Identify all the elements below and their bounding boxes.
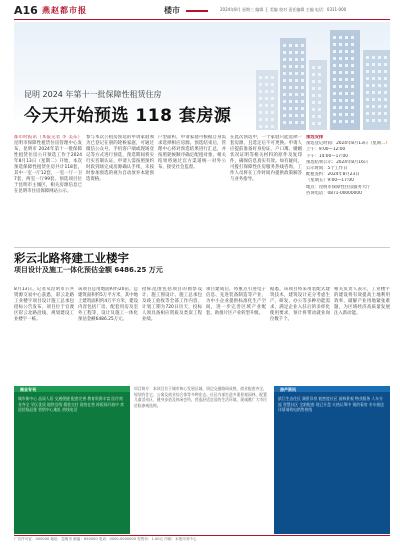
schedule-sidebar [306, 135, 390, 245]
building-window [333, 36, 336, 39]
footer-rule [14, 535, 390, 536]
building-window [318, 94, 321, 97]
building-window [339, 64, 342, 67]
lead-text: 昆明市保障性租赁住房管理中心发布，昆明市 2024年第十一批保障性租赁住房公开预选工作于2024年8月13日（星期二）开始，本次预选保障性租赁住房共计118套，其中一室一厅12套，一室一厅一卫7套，两室一厅99套。预选项目位于昆明市主城区，相关房源信息已在昆明市住房保障网站公示。 [14, 141, 82, 194]
building-window [301, 86, 304, 89]
building-window [333, 113, 336, 116]
building-illustration [256, 70, 278, 130]
article2-column-2: 该项目总用地面积约20亩，总建筑面积约5万平方米，其中地上建筑面积约4万平方米，建设内容包括厂房、配套用房及室外工程等，设计及施工一体化预估金额6486.25万元。 [78, 287, 138, 322]
building-window [301, 114, 304, 117]
building-window [333, 50, 336, 53]
building-window [283, 121, 286, 124]
building-window [345, 85, 348, 88]
building-window [318, 87, 321, 90]
building-window [283, 58, 286, 61]
building-window [384, 56, 387, 59]
building-window [339, 120, 342, 123]
building-window [271, 111, 274, 114]
lead-reporter: 都市时报讯（本报记者 李 美东） [14, 135, 82, 140]
building-window [366, 98, 369, 101]
schedule-row: 咨询电话：0871-00000000 [306, 190, 362, 196]
building-window [333, 106, 336, 109]
building-window [289, 121, 292, 124]
building-window [312, 80, 315, 83]
article2-column-4: 项目建成后，将重点引进电子信息、先进装备制造等产业，为中小企业提供标准化生产空间，进一步完善区域产业配套，助推片区产业转型升级。 [206, 287, 266, 316]
building-window [265, 97, 268, 100]
schedule-row: 地点：昆明市保障性住房服务大厅 [306, 184, 371, 190]
building-window [378, 70, 381, 73]
schedule-row: 预选结果公示：2024年8月16日 [306, 159, 369, 165]
building-window [366, 91, 369, 94]
building-window [295, 58, 298, 61]
building-window [301, 51, 304, 54]
masthead-logo: 燕赵都市报 [42, 6, 87, 15]
building-window [378, 98, 381, 101]
ad-text-left: 城市新中心 品质人居 交通便捷 配套完善 教育资源丰富 医疗商业齐全 学区优质 地铁沿线 精装交付 现房在售 样板间开放中 欢迎莅临品鉴 营销中心地址 热线电话 [18, 396, 124, 412]
building-window [312, 108, 315, 111]
building-window [283, 72, 286, 75]
building-window [333, 85, 336, 88]
building-window [265, 83, 268, 86]
lead-column-1 [14, 135, 82, 245]
building-window [351, 71, 354, 74]
building-window [333, 57, 336, 60]
building-window [295, 65, 298, 68]
building-window [271, 104, 274, 107]
building-window [378, 84, 381, 87]
building-window [295, 114, 298, 117]
building-window [283, 79, 286, 82]
building-window [265, 76, 268, 79]
building-window [372, 63, 375, 66]
building-window [259, 90, 262, 93]
building-window [283, 44, 286, 47]
building-window [372, 84, 375, 87]
article2-column-1: 8月13日，记者从昆明市公共资源交易中心获悉，彩云北路工业楼宇项目设计施工总承包招标公告发布，项目位于官渡区彩云北路沿线，规划建设工业楼宇一栋。 [14, 287, 74, 322]
lead-kicker: 昆明 2024 年第十一批保障性租赁住房 [24, 90, 162, 99]
building-window [259, 118, 262, 121]
building-window [345, 50, 348, 53]
building-window [339, 57, 342, 60]
building-window [333, 92, 336, 95]
building-window [345, 78, 348, 81]
building-window [283, 114, 286, 117]
building-window [295, 79, 298, 82]
building-window [351, 113, 354, 116]
building-window [366, 119, 369, 122]
building-window [345, 113, 348, 116]
building-window [312, 94, 315, 97]
building-window [378, 77, 381, 80]
building-window [372, 70, 375, 73]
schedule-row: 上午：9:00—12:00 [306, 147, 346, 153]
building-window [351, 57, 354, 60]
building-window [351, 99, 354, 102]
building-window [289, 51, 292, 54]
building-window [289, 79, 292, 82]
ad-tag-right: 房产资讯 [280, 387, 296, 392]
building-window [372, 91, 375, 94]
building-window [384, 70, 387, 73]
lead-hero-image [14, 22, 390, 130]
building-window [289, 100, 292, 103]
building-window [378, 105, 381, 108]
article2-column-6: 相关负责人表示，工业楼宇的建设将有效提高土地利用效率，破解产业用地紧张难题，为区域经济高质量发展注入新动能。 [334, 287, 390, 316]
building-window [384, 119, 387, 122]
building-window [351, 85, 354, 88]
building-window [259, 83, 262, 86]
building-window [271, 118, 274, 121]
building-window [259, 111, 262, 114]
building-window [301, 107, 304, 110]
article2-subheadline: 项目设计及施工一体化预估金额 6486.25 万元 [14, 266, 163, 274]
building-window [339, 99, 342, 102]
building-window [283, 107, 286, 110]
building-window [283, 100, 286, 103]
building-window [289, 65, 292, 68]
ad-block-right [274, 386, 390, 534]
building-window [301, 72, 304, 75]
building-window [351, 64, 354, 67]
building-window [318, 80, 321, 83]
building-window [384, 77, 387, 80]
building-window [295, 72, 298, 75]
building-window [339, 113, 342, 116]
building-window [301, 100, 304, 103]
building-window [372, 56, 375, 59]
ad-block-left [14, 386, 130, 534]
building-window [289, 86, 292, 89]
building-window [295, 51, 298, 54]
building-window [378, 119, 381, 122]
building-window [265, 118, 268, 121]
building-window [301, 121, 304, 124]
building-window [301, 44, 304, 47]
building-window [345, 92, 348, 95]
schedule-heading: 预选安排 [306, 135, 324, 140]
building-window [289, 44, 292, 47]
building-window [289, 58, 292, 61]
building-window [312, 73, 315, 76]
building-window [345, 106, 348, 109]
article2-column-5: 据悉，该项目将采用装配式建筑技术，建筑设计充分考虑生产、研发、办公等多种功能需求，满足企业入驻后的多样化使用要求，预计将带动就业岗位数千个。 [270, 287, 330, 322]
building-window [271, 90, 274, 93]
building-window [289, 93, 292, 96]
building-window [265, 104, 268, 107]
building-window [366, 105, 369, 108]
building-window [259, 125, 262, 128]
building-window [333, 43, 336, 46]
building-window [378, 112, 381, 115]
building-window [312, 115, 315, 118]
building-window [366, 84, 369, 87]
building-illustration [363, 50, 390, 130]
building-window [289, 107, 292, 110]
ad-tag-left: 商业专刊 [20, 387, 36, 392]
building-window [339, 85, 342, 88]
building-window [295, 107, 298, 110]
building-window [295, 93, 298, 96]
schedule-row: 下午：14:00—17:00 [306, 153, 348, 159]
schedule-row: 公示时间：5个工作日 [306, 166, 348, 172]
building-window [366, 112, 369, 115]
building-window [271, 76, 274, 79]
building-window [312, 66, 315, 69]
building-window [351, 78, 354, 81]
building-window [295, 86, 298, 89]
building-window [345, 64, 348, 67]
building-window [301, 65, 304, 68]
building-window [271, 125, 274, 128]
building-window [259, 97, 262, 100]
schedule-row: 预选登记时间：2024年8月13日（星期二） [306, 141, 390, 147]
building-window [301, 58, 304, 61]
building-window [318, 108, 321, 111]
building-window [318, 66, 321, 69]
building-illustration [330, 30, 360, 130]
building-window [345, 43, 348, 46]
building-window [339, 78, 342, 81]
building-window [318, 115, 321, 118]
building-window [384, 63, 387, 66]
building-window [283, 93, 286, 96]
building-window [295, 121, 298, 124]
building-window [339, 43, 342, 46]
building-window [384, 91, 387, 94]
lead-column-3: 户型面积，申请家庭可根据自身需求选择相应房源。预选结束后，管理中心将对预选结果进行汇总，并按照轮候顺序确定配租对象，相关结果将通过官方渠道统一对外公布，接受社会监督。 [158, 135, 226, 170]
building-window [351, 120, 354, 123]
building-window [345, 36, 348, 39]
building-window [372, 112, 375, 115]
building-window [271, 97, 274, 100]
page-number: A16 [14, 4, 38, 17]
ad-text-right: 滨江生态住区 湖景洋房 低密度社区 园林景观 物业服务 人车分流 智慧社区 全龄配套 现已开盘 火热认筹中 预约看房 专车接送 详情请致电销售热线 [278, 396, 384, 412]
building-window [384, 112, 387, 115]
building-window [333, 120, 336, 123]
page-footer: 广告许可证：000000 地址：昆明市 邮编：650000 电话：0000-0000000 零售价：1.00元 印刷：本报印务中心 [14, 537, 197, 541]
building-window [378, 91, 381, 94]
section-divider [14, 247, 390, 248]
building-window [312, 122, 315, 125]
building-window [384, 105, 387, 108]
building-window [384, 84, 387, 87]
building-window [345, 99, 348, 102]
building-window [301, 79, 304, 82]
building-window [351, 92, 354, 95]
building-window [265, 90, 268, 93]
building-window [372, 98, 375, 101]
building-window [265, 111, 268, 114]
building-window [339, 106, 342, 109]
building-window [378, 63, 381, 66]
building-window [259, 76, 262, 79]
building-window [351, 43, 354, 46]
lead-headline: 今天开始预选 118 套房源 [24, 106, 232, 126]
building-window [339, 71, 342, 74]
header-rule [14, 19, 390, 20]
building-window [295, 100, 298, 103]
building-window [366, 77, 369, 80]
building-window [345, 120, 348, 123]
building-window [312, 101, 315, 104]
lead-column-2: 参与本次公租房预选的申请家庭须为已登记在册的轮候家庭，可通过微信公众号、手机客户端或现场登记等方式进行预选，预选期间将实行实名制认证，申请人需按照预约时段到场完成房源确认手续，未按时参加预选的视为自动放弃本轮预选资格。 [86, 135, 154, 182]
building-window [378, 56, 381, 59]
building-window [339, 92, 342, 95]
building-window [295, 44, 298, 47]
building-window [351, 36, 354, 39]
advertisement-strip [14, 386, 390, 534]
building-window [283, 51, 286, 54]
lead-column-4: 在此次预选中，一个家庭只能选择一套房源，且选定后不可更换。申请人应提前准备好身份证、户口簿、婚姻状况证明等相关材料的原件及复印件，确保信息真实有效。如有疑问，可拨打保障性住房服务热线咨询，工作人员将在工作时间内提供政策解答与业务指导。 [230, 135, 302, 182]
article2-headline: 彩云北路将建工业楼宇 [14, 251, 129, 265]
building-window [351, 106, 354, 109]
building-window [333, 71, 336, 74]
ad-block-middle: 项目简介：本项目位于城市核心发展区域，周边交通路网成熟，商业配套齐全，规划有住宅、公寓及商业综合体等多种业态。社区内部打造多重景观园林，配置儿童活动区、健身步道及休闲会所，营造舒适宜居的生活环境。现诚邀广大市民莅临参观选购。 [134, 386, 267, 408]
building-window [333, 78, 336, 81]
building-window [283, 65, 286, 68]
article2-column-3: 招标范围包括项目的勘察设计、施工图设计、施工总承包及竣工验收等全部工作内容，计划工期为720日历天，投标人须具备相应资质及类似工程业绩。 [142, 287, 202, 322]
building-window [301, 93, 304, 96]
building-window [289, 72, 292, 75]
building-window [339, 50, 342, 53]
building-window [339, 36, 342, 39]
building-window [283, 86, 286, 89]
building-window [372, 77, 375, 80]
building-window [345, 57, 348, 60]
building-window [318, 73, 321, 76]
building-window [366, 56, 369, 59]
schedule-row: （星期五）9:00—17:00 [306, 178, 354, 184]
section-name: 楼市 [164, 6, 180, 15]
building-window [271, 83, 274, 86]
building-illustration [280, 38, 306, 130]
building-window [372, 119, 375, 122]
building-window [372, 105, 375, 108]
building-window [351, 50, 354, 53]
page-header [14, 4, 390, 18]
building-window [366, 70, 369, 73]
building-window [333, 99, 336, 102]
building-window [265, 125, 268, 128]
building-window [259, 104, 262, 107]
dateline: 2024年8月 星期三 编辑 王 美编 校对 责任编辑 主编 电话：0311-000 [220, 7, 347, 12]
building-window [366, 63, 369, 66]
building-illustration [309, 60, 327, 130]
building-window [345, 71, 348, 74]
building-window [318, 122, 321, 125]
section-rule [186, 10, 208, 12]
building-window [333, 64, 336, 67]
building-window [289, 114, 292, 117]
building-window [384, 98, 387, 101]
building-window [318, 101, 321, 104]
building-window [312, 87, 315, 90]
schedule-row: 配租签约：2024年8月23日 [306, 172, 360, 178]
